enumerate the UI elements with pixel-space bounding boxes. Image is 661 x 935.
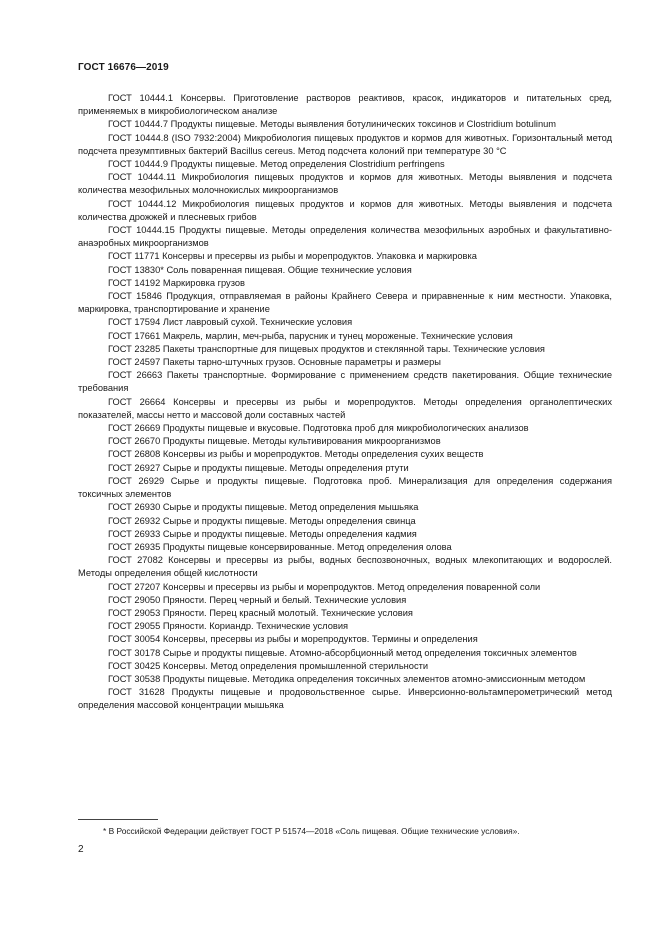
reference-item: ГОСТ 30425 Консервы. Метод определения промышленной стерильности — [108, 660, 429, 671]
reference-item: ГОСТ 26663 Пакеты транспортные. Формирование с применением средств пакетирования. Общие технические требования — [78, 370, 612, 394]
reference-item: ГОСТ 26664 Консервы и пресервы из рыбы и морепродуктов. Методы определения органолептических показателей, массы нетто и массовой доли составных частей — [78, 396, 612, 420]
reference-item: ГОСТ 10444.15 Продукты пищевые. Методы определения количества мезофильных аэробных и факультативно-анаэробных микроорганизмов — [78, 225, 612, 249]
page-number: 2 — [78, 844, 84, 855]
reference-item: ГОСТ 15846 Продукция, отправляемая в районы Крайнего Севера и приравненные к ним местности. Упаковка, маркировка, транспортирование и хранение — [78, 291, 612, 315]
reference-item: ГОСТ 13830* Соль поваренная пищевая. Общие технические условия — [108, 264, 412, 275]
footnote-divider — [78, 819, 158, 820]
footnote: * В Российской Федерации действует ГОСТ Р 51574—2018 «Соль пищевая. Общие технические условия». — [103, 826, 520, 836]
reference-item: ГОСТ 26930 Сырье и продукты пищевые. Метод определения мышьяка — [108, 502, 419, 513]
reference-item: ГОСТ 17594 Лист лавровый сухой. Технические условия — [108, 317, 353, 328]
reference-item: ГОСТ 10444.12 Микробиология пищевых продуктов и кормов для животных. Методы выявления и подсчета количества дрожжей и плесневых грибов — [78, 198, 612, 222]
reference-item: ГОСТ 29055 Пряности. Кориандр. Технические условия — [108, 621, 349, 632]
reference-item: ГОСТ 23285 Пакеты транспортные для пищевых продуктов и стеклянной тары. Технические условия — [108, 343, 545, 354]
reference-item: ГОСТ 10444.7 Продукты пищевые. Методы выявления ботулинических токсинов и Clostridium botulinum — [108, 119, 557, 130]
reference-item: ГОСТ 26933 Сырье и продукты пищевые. Методы определения кадмия — [108, 528, 417, 539]
reference-item: ГОСТ 30538 Продукты пищевые. Методика определения токсичных элементов атомно-эмиссионным методом — [108, 673, 586, 684]
reference-item: ГОСТ 10444.11 Микробиология пищевых продуктов и кормов для животных. Методы выявления и подсчета количества мезофильных молочнокислых микроорганизмов — [78, 172, 612, 196]
reference-item: ГОСТ 26929 Сырье и продукты пищевые. Подготовка проб. Минерализация для определения содержания токсичных элементов — [78, 475, 612, 500]
reference-item: ГОСТ 29050 Пряности. Перец черный и белый. Технические условия — [108, 594, 407, 605]
reference-item: ГОСТ 26670 Продукты пищевые. Методы культивирования микроорганизмов — [108, 436, 441, 447]
reference-item: ГОСТ 26669 Продукты пищевые и вкусовые. Подготовка проб для микробиологических анализов — [108, 423, 529, 434]
reference-item: ГОСТ 26808 Консервы из рыбы и морепродуктов. Методы определения сухих веществ — [108, 449, 484, 460]
reference-item: ГОСТ 17661 Макрель, марлин, меч-рыба, парусник и тунец мороженые. Технические условия — [108, 330, 513, 341]
document-header: ГОСТ 16676—2019 — [78, 62, 169, 73]
reference-item: ГОСТ 26932 Сырье и продукты пищевые. Методы определения свинца — [108, 515, 416, 526]
reference-item: ГОСТ 10444.9 Продукты пищевые. Метод определения Clostridium perfringens — [108, 159, 445, 170]
reference-item: ГОСТ 29053 Пряности. Перец красный молотый. Технические условия — [108, 607, 413, 618]
reference-item: ГОСТ 31628 Продукты пищевые и продовольственное сырье. Инверсионно-вольтамперометрический метод определения массовой концентрации мышьяка — [78, 687, 612, 711]
reference-item: ГОСТ 24597 Пакеты тарно-штучных грузов. Основные параметры и размеры — [108, 357, 441, 368]
reference-item: ГОСТ 26935 Продукты пищевые консервированные. Метод определения олова — [108, 541, 452, 552]
reference-item: ГОСТ 27082 Консервы и пресервы из рыбы, водных беспозвоночных, водных млекопитающих и водорослей. Методы определения общей кислотности — [78, 555, 612, 579]
reference-item: ГОСТ 30178 Сырье и продукты пищевые. Атомно-абсорбционный метод определения токсичных элементов — [108, 647, 577, 658]
reference-item: ГОСТ 11771 Консервы и пресервы из рыбы и морепродуктов. Упаковка и маркировка — [108, 251, 477, 262]
reference-item: ГОСТ 10444.1 Консервы. Приготовление растворов реактивов, красок, индикаторов и питательных сред, применяемых в микробиологическом анализе — [78, 93, 612, 117]
reference-item: ГОСТ 27207 Консервы и пресервы из рыбы и морепродуктов. Метод определения поваренной соли — [108, 581, 541, 592]
reference-item: ГОСТ 10444.8 (ISO 7932:2004) Микробиология пищевых продуктов и кормов для животных. Горизонтальный метод подсчета презумптивных бактерий Bacillus cereus. Метод подсчета колоний при температуре 30 °С — [78, 132, 612, 156]
reference-item: ГОСТ 14192 Маркировка грузов — [108, 277, 245, 288]
reference-item: ГОСТ 30054 Консервы, пресервы из рыбы и морепродуктов. Термины и определения — [108, 634, 478, 645]
normative-references-list — [78, 92, 612, 713]
reference-item: ГОСТ 26927 Сырье и продукты пищевые. Методы определения ртути — [108, 462, 409, 473]
